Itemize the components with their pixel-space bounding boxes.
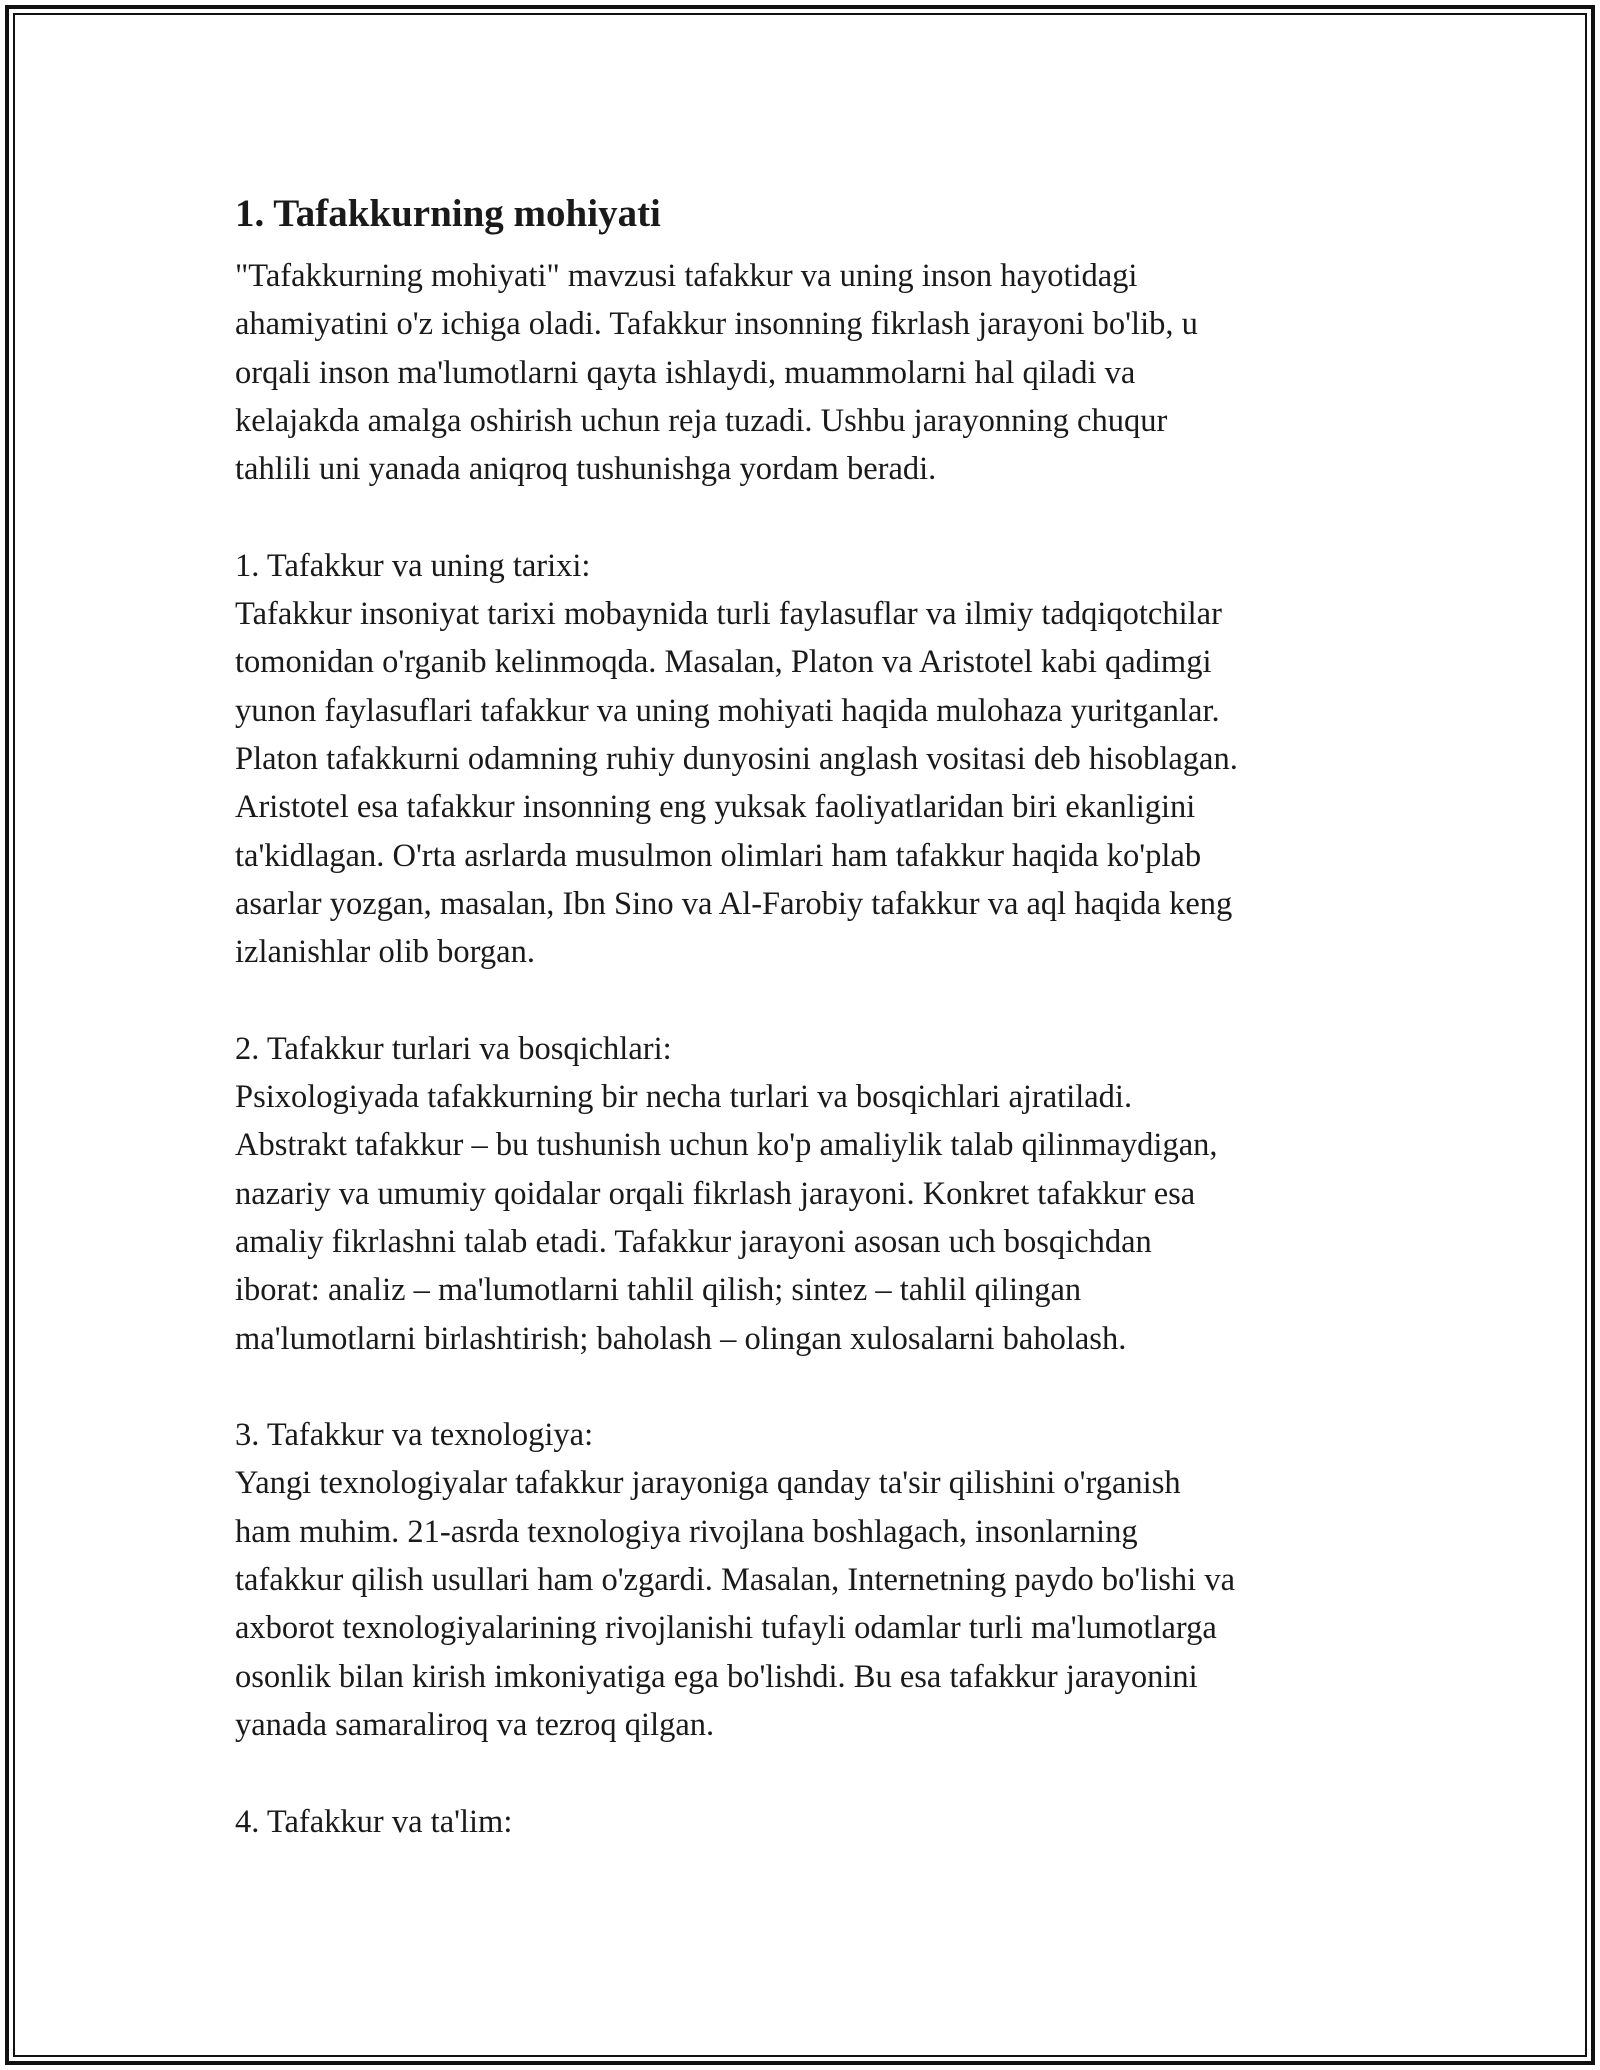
text-line: osonlik bilan kirish imkoniyatiga ega bo'lishdi. Bu esa tafakkur jarayonini [235,1658,1198,1695]
text-line: Aristotel esa tafakkur insonning eng yuksak faoliyatlaridan biri ekanligini [235,789,1196,826]
section-heading: 4. Tafakkur va ta'lim: [235,1803,513,1840]
text-line: Psixologiyada tafakkurning bir necha turlari va bosqichlari ajratiladi. [235,1079,1133,1116]
text-line: "Tafakkurning mohiyati" mavzusi tafakkur va uning inson hayotidagi [235,258,1138,294]
text-line: tomonidan o'rganib kelinmoqda. Masalan, Platon va Aristotel kabi qadimgi [235,644,1212,681]
text-line: iborat: analiz – ma'lumotlarni tahlil qilish; sintez – tahlil qilingan [235,1272,1082,1309]
text-line: yunon faylasuflari tafakkur va uning mohiyati haqida mulohaza yuritganlar. [235,692,1220,729]
paragraph-gap [235,976,1375,1024]
intro-paragraph [235,252,1375,1846]
text-line: nazariy va umumiy qoidalar orqali fikrlash jarayoni. Konkret tafakkur esa [235,1175,1196,1212]
text-line: orqali inson ma'lumotlarni qayta ishlaydi, muammolarni hal qiladi va [235,354,1136,391]
text-line: tahlili uni yanada aniqroq tushunishga yordam beradi. [235,451,937,488]
paragraph-gap [235,493,1375,541]
paragraph-gap [235,1363,1375,1411]
text-line: ma'lumotlarni birlashtirish; baholash – olingan xulosalarni baholash. [235,1320,1127,1357]
text-line: izlanishlar olib borgan. [235,934,535,971]
text-line: Platon tafakkurni odamning ruhiy dunyosini anglash vositasi deb hisoblagan. [235,740,1238,777]
text-line: ahamiyatini o'z ichiga oladi. Tafakkur insonning fikrlash jarayoni bo'lib, u [235,306,1198,343]
text-line: ta'kidlagan. O'rta asrlarda musulmon olimlari ham tafakkur haqida ko'plab [235,837,1202,874]
text-line: ham muhim. 21-asrda texnologiya rivojlana boshlagach, insonlarning [235,1513,1138,1550]
section-heading: 1. Tafakkur va uning tarixi: [235,547,591,584]
text-line: asarlar yozgan, masalan, Ibn Sino va Al-Farobiy tafakkur va aql haqida keng [235,885,1233,922]
text-line: axborot texnologiyalarining rivojlanishi tufayli odamlar turli ma'lumotlarga [235,1610,1217,1647]
text-line: yanada samaraliroq va tezroq qilgan. [235,1706,715,1743]
text-line: amaliy fikrlashni talab etadi. Tafakkur jarayoni asosan uch bosqichdan [235,1223,1152,1260]
document-title: 1. Tafakkurning mohiyati [235,192,661,235]
text-line: Tafakkur insoniyat tarixi mobaynida turli faylasuflar va ilmiy tadqiqotchilar [235,596,1222,633]
text-line: kelajakda amalga oshirish uchun reja tuzadi. Ushbu jarayonning chuqur [235,402,1168,439]
paragraph-gap [235,1749,1375,1797]
text-line: tafakkur qilish usullari ham o'zgardi. Masalan, Internetning paydo bo'lishi va [235,1562,1236,1599]
text-line: Abstrakt tafakkur – bu tushunish uchun ko'p amaliylik talab qilinmaydigan, [235,1127,1218,1164]
section-heading: 3. Tafakkur va texnologiya: [235,1417,594,1454]
document-body [235,180,1375,1846]
text-line: Yangi texnologiyalar tafakkur jarayoniga qanday ta'sir qilishini o'rganish [235,1465,1181,1502]
section-heading: 2. Tafakkur turlari va bosqichlari: [235,1030,672,1067]
